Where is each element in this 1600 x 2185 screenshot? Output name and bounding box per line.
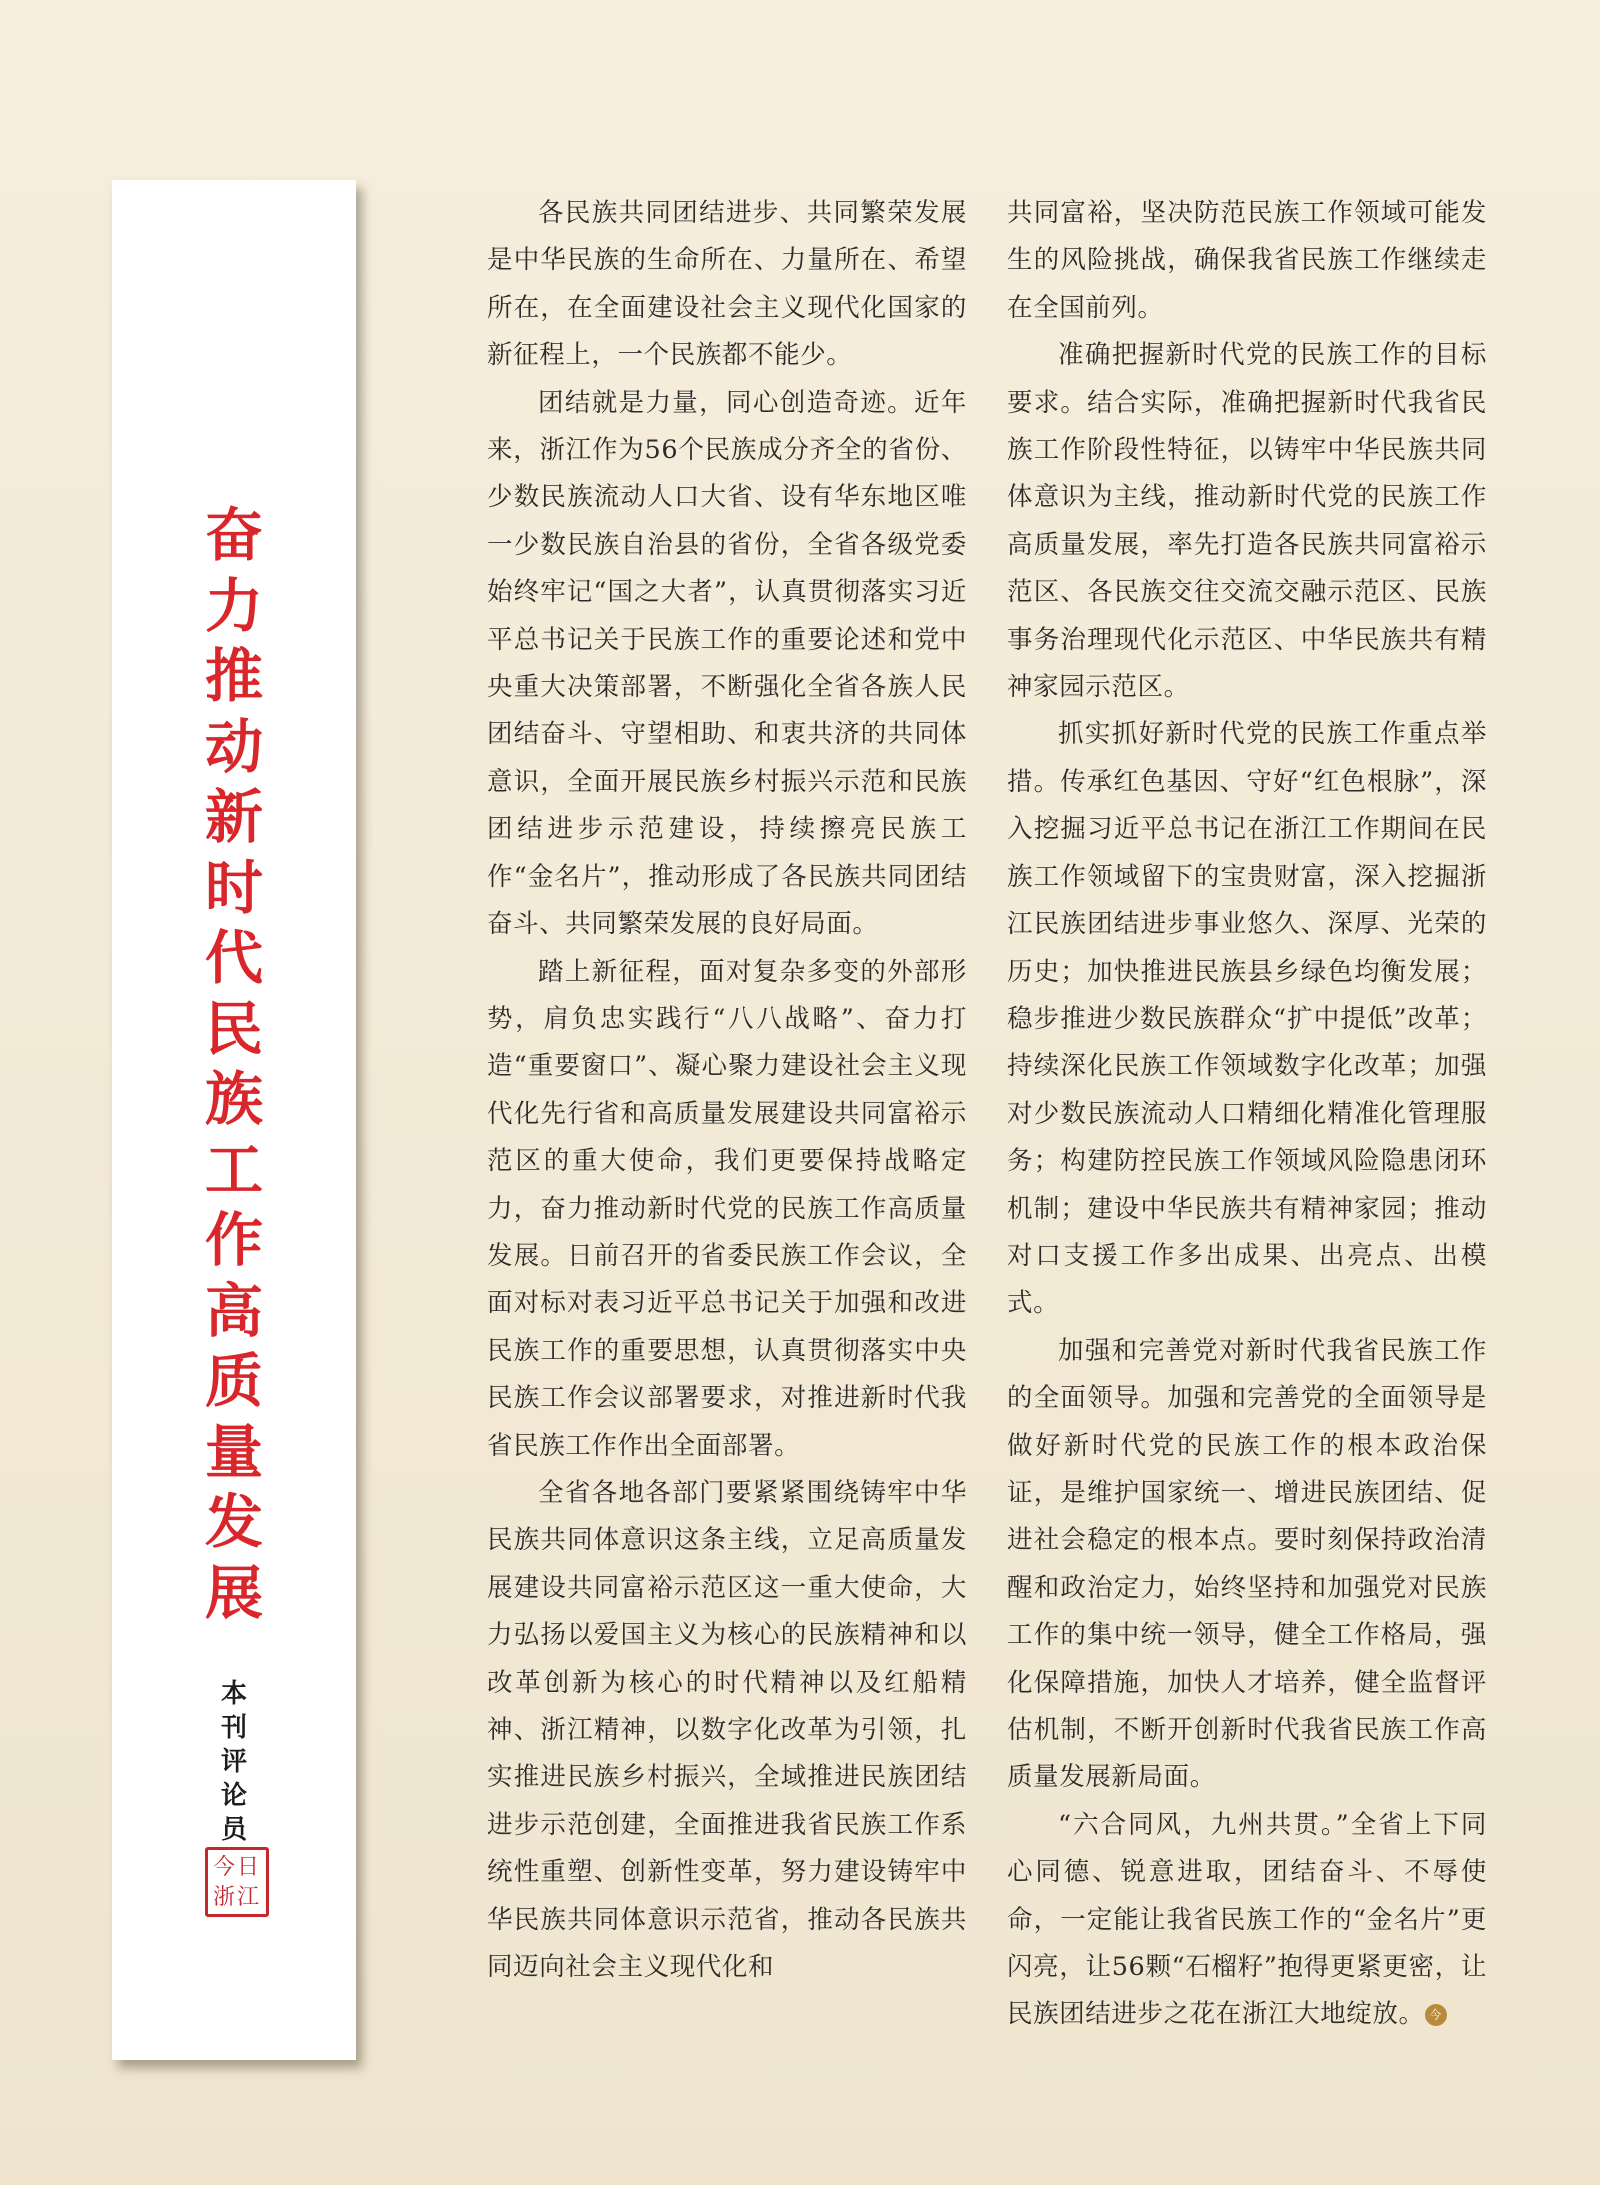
paragraph: 踏上新征程，面对复杂多变的外部形势，肩负忠实践行“八八战略”、奋力打造“重要窗口”、凝心聚力建设社会主义现代化先行省和高质量发展建设共同富裕示范区的重大使命，我们更要保持战略定力，奋力推动新时代党的民族工作高质量发展。日前召开的省委民族工作会议，全面对标对表习近平总书记关于加强和改进民族工作的重要思想，认真贯彻落实中央民族工作会议部署要求，对推进新时代我省民族工作作出全面部署。	[487, 956, 967, 1461]
paragraph: 抓实抓好新时代党的民族工作重点举措。传承红色基因、守好“红色根脉”，深入挖掘习近平总书记在浙江工作期间在民族工作领域留下的宝贵财富，深入挖掘浙江民族团结进步事业悠久、深厚、光荣的历史；加快推进民族县乡绿色均衡发展；稳步推进少数民族群众“扩中提低”改革；持续深化民族工作领域数字化改革；加强对少数民族流动人口精细化精准化管理服务；构建防控民族工作领域风险隐患闭环机制；建设中华民族共有精神家园；推动对口支援工作多出成果、出亮点、出模式。	[1007, 719, 1487, 1319]
paragraph: 各民族共同团结进步、共同繁荣发展是中华民族的生命所在、力量所在、希望所在，在全面建设社会主义现代化国家的新征程上，一个民族都不能少。	[487, 198, 967, 371]
title-char: 发	[204, 1488, 263, 1556]
title-char: 高	[204, 1276, 263, 1345]
text-column-right	[1007, 190, 1487, 2039]
paragraph: 准确把握新时代党的民族工作的目标要求。结合实际，准确把握新时代我省民族工作阶段性特征，以铸牢中华民族共同体意识为主线，推动新时代党的民族工作高质量发展，率先打造各民族共同富裕示范区、各民族交往交流交融示范区、民族事务治理现代化示范区、中华民族共有精神家园示范区。	[1007, 340, 1487, 703]
title-char: 代	[204, 924, 263, 992]
title-char: 动	[204, 712, 263, 781]
paragraph: 全省各地各部门要紧紧围绕铸牢中华民族共同体意识这条主线，立足高质量发展建设共同富裕示范区这一重大使命，大力弘扬以爱国主义为核心的民族精神和以改革创新为核心的时代精神以及红船精神、浙江精神，以数字化改革为引领，扎实推进民族乡村振兴，全域推进民族团结进步示范创建，全面推进我省民族工作系统性重塑、创新性变革，努力建设铸牢中华民族共同体意识示范省，推动各民族共同迈向社会主义现代化和	[487, 1477, 967, 1983]
title-char: 民	[204, 994, 263, 1063]
title-char: 作	[204, 1206, 263, 1274]
title-char: 力	[204, 571, 263, 640]
title-char: 新	[204, 783, 263, 851]
paragraph-text: “六合同风，九州共贯。”全省上下同心同德、锐意进取，团结奋斗、不辱使命，一定能让我省民族工作的“金名片”更闪亮，让56颗“石榴籽”抱得更紧更密，让民族团结进步之花在浙江大地绽放。	[1007, 1809, 1487, 2030]
seal-stamp-icon: 今日浙江	[205, 1847, 269, 1917]
paragraph-final	[1007, 1802, 1487, 2039]
title-char: 展	[204, 1558, 263, 1627]
article-title	[112, 500, 356, 1628]
title-char: 质	[204, 1347, 263, 1415]
title-char: 量	[204, 1417, 263, 1486]
byline-char: 员	[220, 1815, 247, 1845]
title-char: 时	[204, 853, 263, 922]
title-char: 推	[204, 642, 263, 710]
text-column-left	[487, 190, 967, 1991]
end-mark-icon: 今	[1425, 2004, 1447, 2026]
title-char: 奋	[204, 501, 263, 569]
title-char: 工	[204, 1135, 263, 1204]
byline-char: 本	[220, 1679, 247, 1709]
byline	[112, 1677, 356, 1847]
paragraph: 团结就是力量，同心创造奇迹。近年来，浙江作为56个民族成分齐全的省份、少数民族流动人口大省、设有华东地区唯一少数民族自治县的省份，全省各级党委始终牢记“国之大者”，认真贯彻落实习近平总书记关于民族工作的重要论述和党中央重大决策部署，不断强化全省各族人民团结奋斗、守望相助、和衷共济的共同体意识，全面开展民族乡村振兴示范和民族团结进步示范建设，持续擦亮民族工作“金名片”，推动形成了各民族共同团结奋斗、共同繁荣发展的良好局面。	[487, 387, 967, 940]
byline-char: 刊	[220, 1713, 247, 1743]
byline-char: 论	[220, 1781, 247, 1811]
paragraph: 加强和完善党对新时代我省民族工作的全面领导。加强和完善党的全面领导是做好新时代党的民族工作的根本政治保证，是维护国家统一、增进民族团结、促进社会稳定的根本点。要时刻保持政治清醒和政治定力，始终坚持和加强党对民族工作的集中统一领导，健全工作格局，强化保障措施，加快人才培养，健全监督评估机制，不断开创新时代我省民族工作高质量发展新局面。	[1007, 1335, 1487, 1793]
title-char: 族	[204, 1065, 263, 1133]
title-card	[112, 180, 356, 2060]
paragraph: 共同富裕，坚决防范民族工作领域可能发生的风险挑战，确保我省民族工作继续走在全国前列。	[1007, 198, 1487, 323]
byline-char: 评	[220, 1747, 247, 1777]
